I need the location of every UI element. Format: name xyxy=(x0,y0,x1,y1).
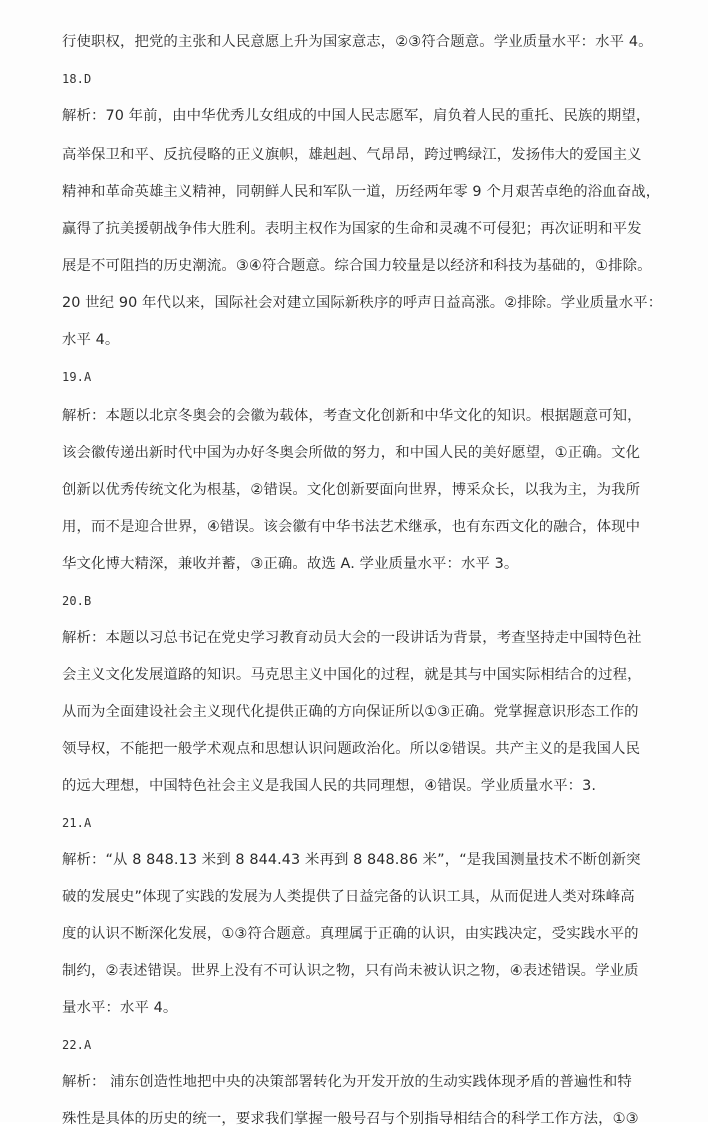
text-line: 该会徽传递出新时代中国为办好冬奥会所做的努力，和中国人民的美好愿望，①正确。文化 xyxy=(62,445,641,461)
text-line: 水平 4。 xyxy=(62,332,120,348)
text-line: 解析：本题以北京冬奥会的会徽为载体，考查文化创新和中华文化的知识。根据题意可知， xyxy=(62,408,642,424)
text-line: 量水平：水平 4。 xyxy=(62,1000,178,1016)
text-line: 高举保卫和平、反抗侵略的正义旗帜，雄赳赳、气昂昂，跨过鸭绿江，发扬伟大的爱国主义 xyxy=(62,147,642,163)
text-line: 的远大理想，中国特色社会主义是我国人民的共同理想，④错误。学业质量水平：3. xyxy=(62,778,597,794)
question-number: 21.A xyxy=(62,816,92,830)
question-number: 19.A xyxy=(62,370,92,384)
text-line: 解析：70 年前，由中华优秀儿女组成的中国人民志愿军，肩负着人民的重托、民族的期望， xyxy=(62,108,651,124)
text-line: 行使职权，把党的主张和人民意愿上升为国家意志，②③符合题意。学业质量水平：水平 4。 xyxy=(62,34,653,50)
text-line: 破的发展史”体现了实践的发展为人类提供了日益完备的认识工具，从而促进人类对珠峰高 xyxy=(62,889,635,905)
question-number: 20.B xyxy=(62,594,92,608)
text-line: 解析：“从 8 848.13 米到 8 844.43 米再到 8 848.86 米”，“是我国测量技术不断创新突 xyxy=(62,852,641,868)
text-line: 会主义文化发展道路的知识。马克思主义中国化的过程，就是其与中国实际相结合的过程， xyxy=(62,667,642,683)
text-line: 领导权，不能把一般学术观点和思想认识问题政治化。所以②错误。共产主义的是我国人民 xyxy=(62,741,641,757)
question-number: 18.D xyxy=(62,72,92,86)
text-line: 制约，②表述错误。世界上没有不可认识之物，只有尚未被认识之物，④表述错误。学业质 xyxy=(62,963,639,979)
text-line: 创新以优秀传统文化为根基，②错误。文化创新要面向世界，博采众长，以我为主，为我所 xyxy=(62,482,641,498)
text-line: 度的认识不断深化发展，①③符合题意。真理属于正确的认识，由实践决定，受实践水平的 xyxy=(62,926,639,942)
text-line: 华文化博大精深，兼收并蓄，③正确。故选 A. 学业质量水平：水平 3。 xyxy=(62,556,519,572)
text-line: 赢得了抗美援朝战争伟大胜利。表明主权作为国家的生命和灵魂不可侵犯；再次证明和平发 xyxy=(62,221,642,237)
question-number: 22.A xyxy=(62,1038,92,1052)
text-line: 从而为全面建设社会主义现代化提供正确的方向保证所以①③正确。党掌握意识形态工作的 xyxy=(62,704,639,720)
text-line: 解析：本题以习总书记在党史学习教育动员大会的一段讲话为背景，考查坚持走中国特色社 xyxy=(62,630,642,646)
text-line: 用，而不是迎合世界，④错误。该会徽有中华书法艺术继承，也有东西文化的融合，体现中 xyxy=(62,519,641,535)
text-line: 展是不可阻挡的历史潮流。③④符合题意。综合国力较量是以经济和科技为基础的，①排除。 xyxy=(62,258,652,274)
text-line: 20 世纪 90 年代以来，国际社会对建立国际新秩序的呼声日益高涨。②排除。学业质量水平： xyxy=(62,295,663,311)
text-line: 精神和革命英雄主义精神，同朝鲜人民和军队一道，历经两年零 9 个月艰苦卓绝的浴血奋战， xyxy=(62,184,661,200)
text-line: 殊性是具体的历史的统一，要求我们掌握一般号召与个别指导相结合的科学工作方法，①③ xyxy=(62,1111,639,1127)
text-line: 解析： 浦东创造性地把中央的决策部署转化为开发开放的生动实践体现矛盾的普遍性和特 xyxy=(62,1074,632,1090)
